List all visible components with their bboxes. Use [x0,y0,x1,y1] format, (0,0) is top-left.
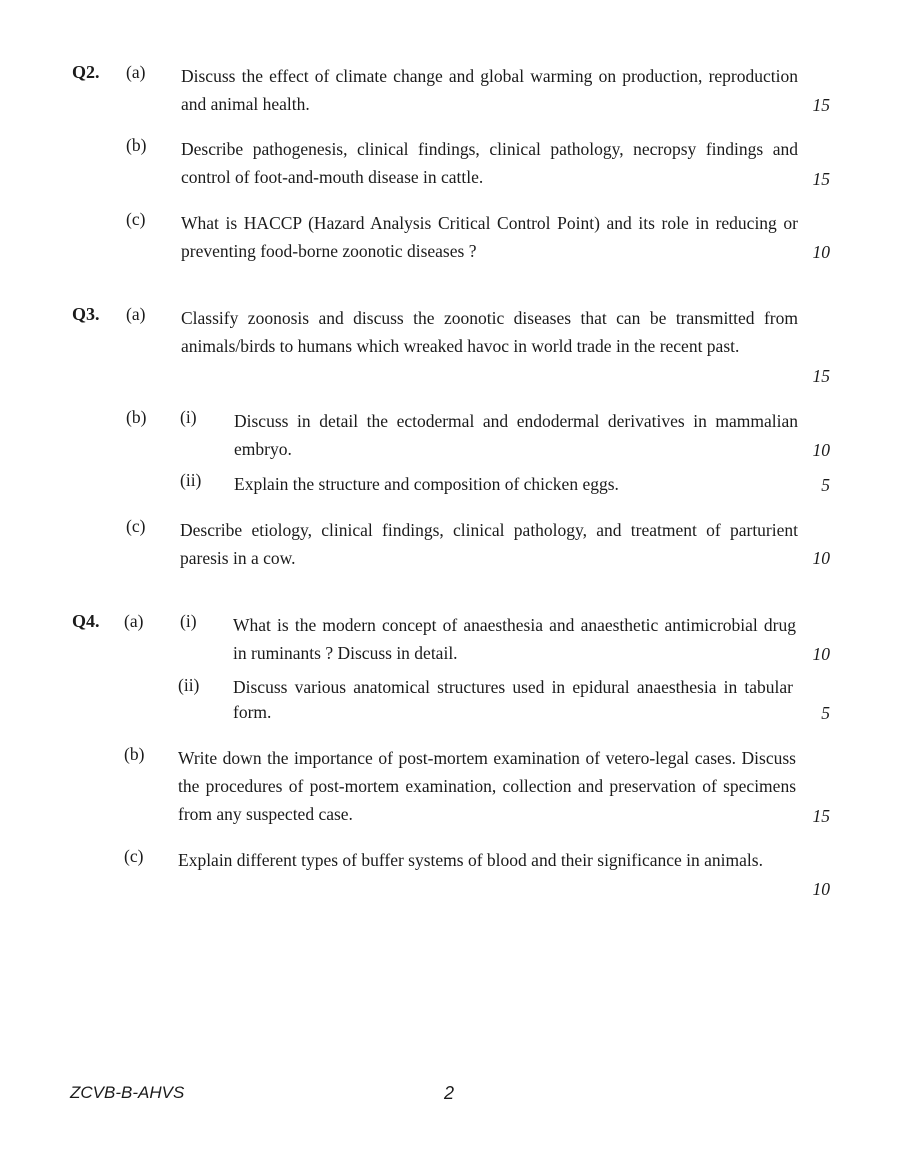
marks: 15 [812,366,830,386]
subpart-label: (ii) [180,470,202,490]
marks: 10 [812,440,830,460]
marks: 10 [812,644,830,664]
question-text: Classify zoonosis and discuss the zoonotic diseases that can be transmitted from animals/birds to humans which wreaked havoc in world trade in the recent past. [181,308,798,356]
question-text: Explain different types of buffer systems of blood and their significance in animals. [178,850,763,870]
question-text: Discuss various anatomical structures used in epidural anaesthesia in tabular form. [233,677,793,722]
part-label: (a) [126,62,146,82]
part-label: (a) [124,611,144,631]
question-text: Write down the importance of post-mortem examination of vetero-legal cases. Discuss the procedures of post-mortem examination, collection and preservation of specimens from any suspected case. [178,748,796,824]
question-number: Q3. [72,304,100,324]
subpart-label: (i) [180,407,197,427]
page-number: 2 [444,1083,455,1103]
marks: 10 [812,879,830,899]
marks: 15 [812,169,830,189]
question-text: Discuss in detail the ectodermal and endodermal derivatives in mammalian embryo. [234,411,798,459]
question-text: What is HACCP (Hazard Analysis Critical Control Point) and its role in reducing or preventing food-borne zoonotic diseases ? [181,213,798,261]
part-label: (b) [126,135,147,155]
question-text: Describe etiology, clinical findings, clinical pathology, and treatment of parturient paresis in a cow. [180,520,798,568]
marks: 5 [821,475,830,495]
marks: 15 [812,95,830,115]
paper-code: ZCVB-B-AHVS [70,1083,185,1102]
part-label: (a) [126,304,146,324]
question-text: What is the modern concept of anaesthesia and anaesthetic antimicrobial drug in ruminants ? Discuss in detail. [233,615,796,663]
question-number: Q4. [72,611,100,631]
part-label: (c) [124,846,144,866]
part-label: (b) [126,407,147,427]
marks: 10 [812,548,830,568]
question-text: Discuss the effect of climate change and global warming on production, reproduction and animal health. [181,66,798,114]
part-label: (b) [124,744,145,764]
subpart-label: (ii) [178,675,200,695]
marks: 10 [812,242,830,262]
question-number: Q2. [72,62,100,82]
subpart-label: (i) [180,611,197,631]
marks: 15 [812,806,830,826]
marks: 5 [821,703,830,723]
part-label: (c) [126,209,146,229]
part-label: (c) [126,516,146,536]
question-text: Describe pathogenesis, clinical findings, clinical pathology, necropsy findings and control of foot-and-mouth disease in cattle. [181,139,798,187]
question-text: Explain the structure and composition of chicken eggs. [234,474,619,494]
